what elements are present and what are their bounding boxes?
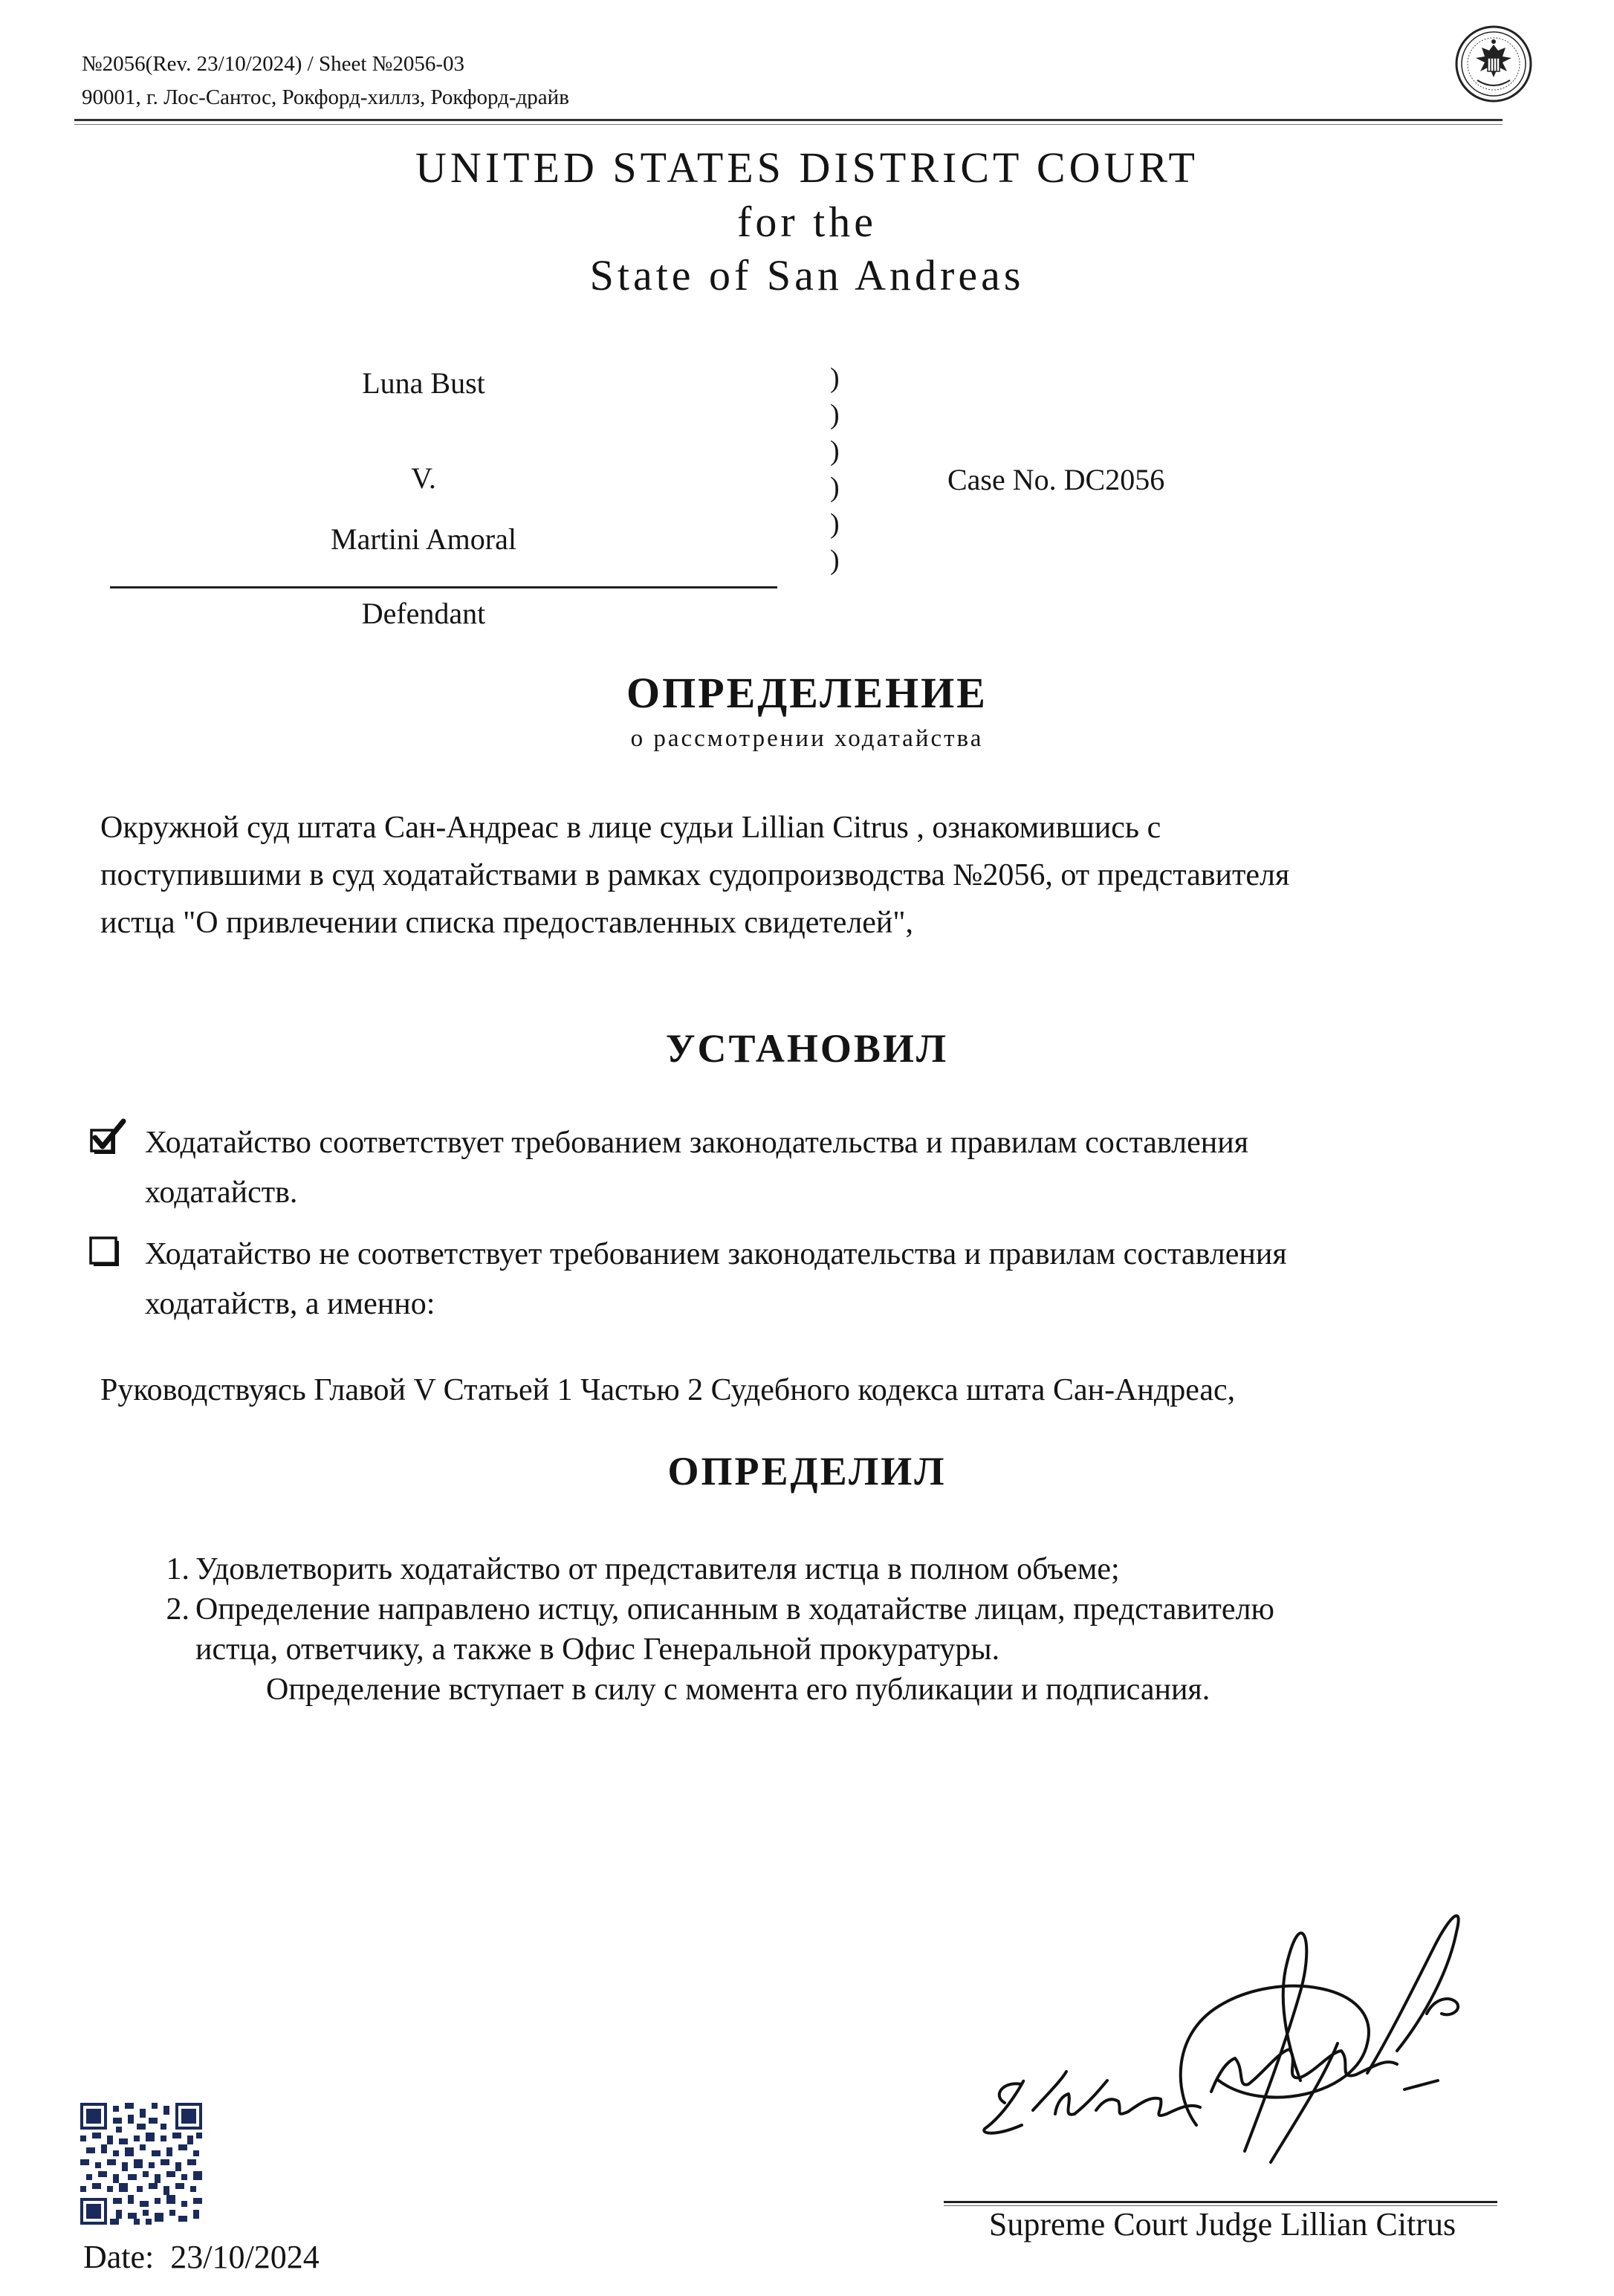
header-rule-thin: [74, 124, 1503, 125]
checkmark-icon: [89, 1118, 126, 1155]
list-item: [152, 1549, 1460, 1589]
option-complies: [145, 1118, 1520, 1218]
case-number: Case No. DC2056: [947, 463, 1165, 496]
checkbox-not-complies[interactable]: [88, 1233, 122, 1268]
plaintiff-name: Luna Bust: [362, 366, 485, 400]
caption-paren: ): [830, 399, 840, 430]
document-reference: №2056(Rev. 23/10/2024) / Sheet №2056-03: [82, 52, 464, 76]
date-label: Date:: [83, 2239, 155, 2275]
option-text: ходатайств, а именно:: [145, 1287, 435, 1321]
intro-line: Окружной суд штата Сан-Андреас в лице судьи Lillian Citrus , ознакомившись с: [100, 811, 1161, 845]
list-item: [152, 1589, 1460, 1670]
intro-line: истца "О привлечении списка предоставленных свидетелей",: [100, 906, 914, 940]
signature-line: [944, 2201, 1497, 2203]
list-item-number: 2.: [166, 1592, 189, 1627]
effective-statement: Определение вступает в силу с момента его публикации и подписания.: [266, 1673, 1210, 1707]
checkbox-complies[interactable]: [89, 1118, 123, 1152]
court-seal-icon: [1455, 25, 1532, 103]
versus-label: V.: [411, 461, 436, 495]
decided-heading: ОПРЕДЕЛИЛ: [667, 1449, 947, 1494]
list-item-text: Удовлетворить ходатайство от представителя истца в полном объеме;: [195, 1552, 1120, 1586]
list-item-text: истца, ответчику, а также в Офис Генеральной прокуратуры.: [195, 1632, 1000, 1667]
defendant-name: Martini Amoral: [331, 522, 516, 556]
court-for-the: for the: [737, 198, 877, 246]
caption-paren: ): [830, 508, 840, 539]
option-not-complies: [145, 1230, 1520, 1329]
option-text: Ходатайство не соответствует требованием законодательства и правилам составления: [145, 1237, 1287, 1271]
guided-by-paragraph: Руководствуясь Главой V Статьей 1 Частью 2 Судебного кодекса штата Сан-Андреас,: [100, 1373, 1236, 1407]
option-text: Ходатайство соответствует требованием законодательства и правилам составления: [145, 1126, 1249, 1160]
list-item-number: 1.: [166, 1552, 189, 1586]
established-heading: УСТАНОВИЛ: [665, 1026, 949, 1071]
court-state: State of San Andreas: [589, 251, 1025, 299]
header-rule: [74, 119, 1503, 121]
caption-paren: ): [830, 363, 840, 394]
date-value: 23/10/2024: [170, 2239, 320, 2275]
caption-paren: ): [830, 472, 840, 503]
caption-paren: ): [830, 545, 840, 576]
defendant-label: Defendant: [361, 597, 486, 630]
list-item-text: Определение направлено истцу, описанным в ходатайстве лицам, представителю: [195, 1592, 1274, 1627]
caption-paren: ): [830, 435, 840, 467]
option-text: ходатайств.: [145, 1175, 298, 1210]
intro-line: поступившими в суд ходатайствами в рамках судопроизводства №2056, от представителя: [100, 858, 1290, 892]
qr-code-icon: [80, 2103, 202, 2225]
party-signature-line: [110, 586, 777, 588]
empty-checkbox-icon: [88, 1233, 125, 1271]
document-title: ОПРЕДЕЛЕНИЕ: [626, 669, 988, 717]
court-name: UNITED STATES DISTRICT COURT: [415, 143, 1199, 192]
handwritten-signature-icon: [951, 1858, 1486, 2177]
document-date: [83, 2241, 320, 2274]
decision-list: [152, 1549, 1460, 1670]
court-address: 90001, г. Лос-Сантос, Рокфорд-хиллз, Рокфорд-драйв: [82, 85, 569, 109]
intro-paragraph: [100, 804, 1512, 947]
document-subtitle: о рассмотрении ходатайства: [630, 725, 984, 752]
signer-name: Supreme Court Judge Lillian Citrus: [988, 2206, 1456, 2243]
